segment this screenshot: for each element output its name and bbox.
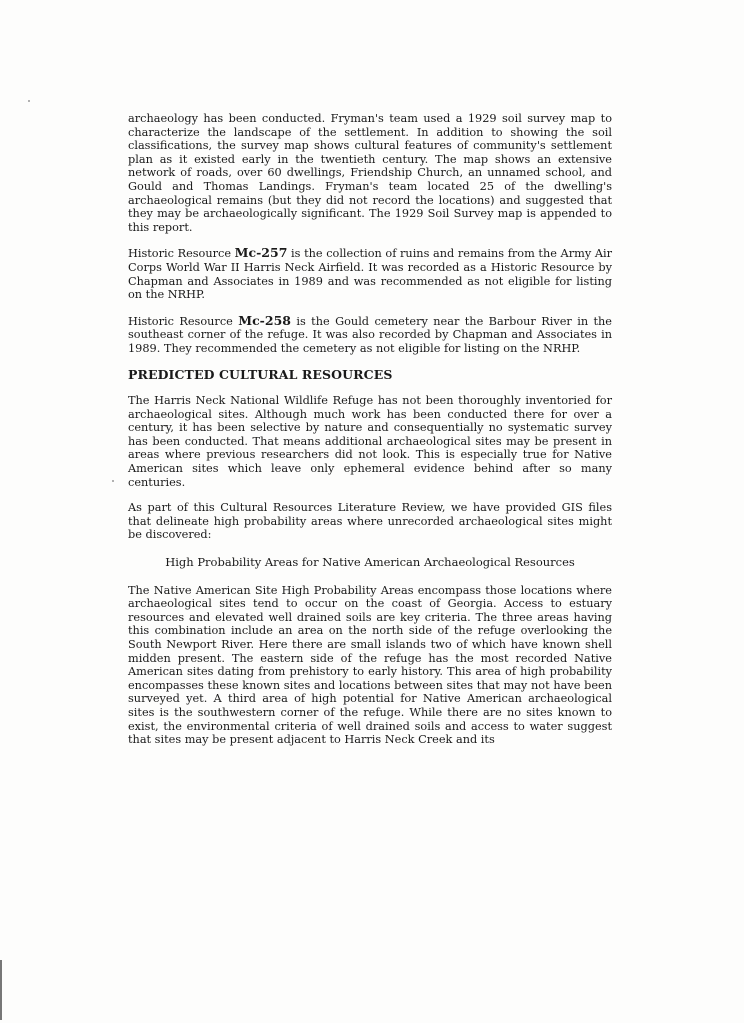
paragraph-text: is the Gould cemetery near the Barbour River in the southeast corner of the refuge. It was also recorded by Chapman and Associates in 1989. They recommended the cemetery as not eligible for listing on the NRHP. [128, 314, 612, 355]
paragraph-fryman-survey: archaeology has been conducted. Fryman's team used a 1929 soil survey map to characterize the landscape of the settlement. In addition to showing the soil classifications, the survey map shows cultural features of community's settlement plan as it existed early in the twentieth century. The map shows an extensive network of roads, over 60 dwellings, Friendship Church, an unnamed school, and Gould and Thomas Landings. Fryman's team located 25 of the dwelling's archaeological remains (but they did not record the locations) and suggested that they may be archaeologically significant. The 1929 Soil Survey map is appended to this report. [128, 112, 612, 234]
resource-id-mc-258: Mc-258 [238, 312, 291, 328]
subsection-heading: High Probability Areas for Native American Archaeological Resources [165, 555, 575, 570]
scan-speck [28, 100, 30, 102]
document-body [128, 112, 612, 759]
section-heading: PREDICTED CULTURAL RESOURCES [128, 366, 393, 382]
paragraph-mc-258 [128, 314, 612, 356]
paragraph-prefix: Historic Resource [128, 314, 239, 328]
scan-edge-mark [0, 960, 2, 1020]
scan-speck [112, 480, 114, 482]
paragraph-refuge-inventory: The Harris Neck National Wildlife Refuge has not been thoroughly inventoried for archaeological sites. Although much work has been conducted there for over a century, it has been selective by nature and consequentially no systematic survey has been conducted. That means additional archaeological sites may be present in areas where previous researchers did not look. This is especially true for Native American sites which leave only ephemeral evidence behind after so many centuries. [128, 394, 612, 489]
paragraph-prefix: Historic Resource [128, 247, 235, 261]
paragraph-high-probability-areas: The Native American Site High Probability Areas encompass those locations where archaeological sites tend to occur on the coast of Georgia. Access to estuary resources and elevated well drained soils are key criteria. The three areas having this combination include an area on the north side of the refuge overlooking the South Newport River. Here there are small islands two of which have known shell midden present. The eastern side of the refuge has the most recorded Native American sites dating from prehistory to early history. This area of high probability encompasses these known sites and locations between sites that may not have been surveyed yet. A third area of high potential for Native American archaeological sites is the southwestern corner of the refuge. While there are no sites known to exist, the environmental criteria of well drained soils and access to water suggest that sites may be present adjacent to Harris Neck Creek and its [128, 583, 612, 747]
paragraph-gis-files: As part of this Cultural Resources Literature Review, we have provided GIS files that delineate high probability areas where unrecorded archaeological sites might be discovered: [128, 501, 612, 542]
paragraph-text: is the collection of ruins and remains from the Army Air Corps World War II Harris Neck Airfield. It was recorded as a Historic Resource by Chapman and Associates in 1989 and was recommended as not eligible for listing on the NRHP. [128, 247, 612, 302]
resource-id-mc-257: Mc-257 [234, 245, 288, 261]
paragraph-mc-257 [128, 246, 612, 301]
